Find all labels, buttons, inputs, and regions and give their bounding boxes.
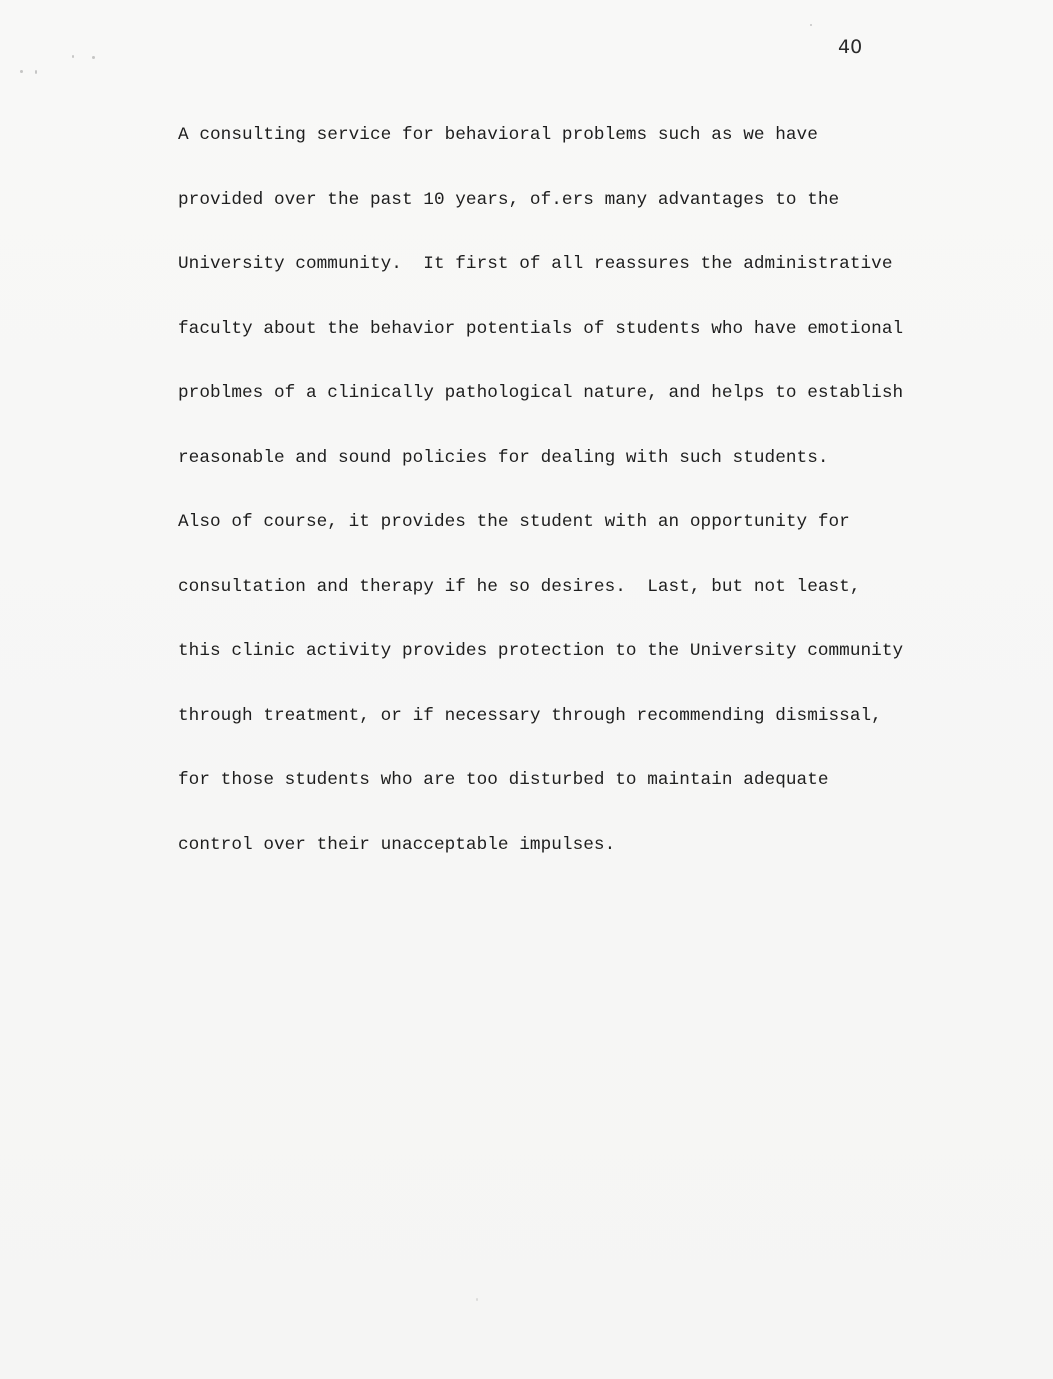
text-line: for those students who are too disturbed to maintain adequate	[178, 770, 829, 790]
scan-speck	[72, 55, 74, 58]
text-line: A consulting service for behavioral problems such as we have	[178, 125, 818, 145]
text-line: faculty about the behavior potentials of students who have emotional	[178, 318, 904, 339]
text-line: consultation and therapy if he so desires. Last, but not least,	[178, 576, 861, 597]
text-line: Also of course, it provides the student with an opportunity for	[178, 512, 850, 532]
text-line: University community. It first of all reassures the administrative	[178, 254, 893, 274]
text-line: control over their unacceptable impulses.	[178, 834, 616, 855]
text-line: problmes of a clinically pathological nature, and helps to establish	[178, 383, 904, 403]
scan-speck	[35, 70, 37, 74]
text-line: through treatment, or if necessary through recommending dismissal,	[178, 705, 882, 726]
text-line: this clinic activity provides protection to the University community	[178, 641, 904, 661]
page-number: 40	[838, 36, 863, 58]
scan-speck	[810, 24, 812, 26]
typed-paragraph	[178, 82, 938, 899]
scan-speck	[92, 56, 95, 59]
scan-speck	[476, 1298, 478, 1301]
text-line: reasonable and sound policies for dealing with such students.	[178, 447, 829, 468]
scan-speck	[20, 70, 23, 73]
text-line: provided over the past 10 years, of.ers many advantages to the	[178, 189, 840, 210]
